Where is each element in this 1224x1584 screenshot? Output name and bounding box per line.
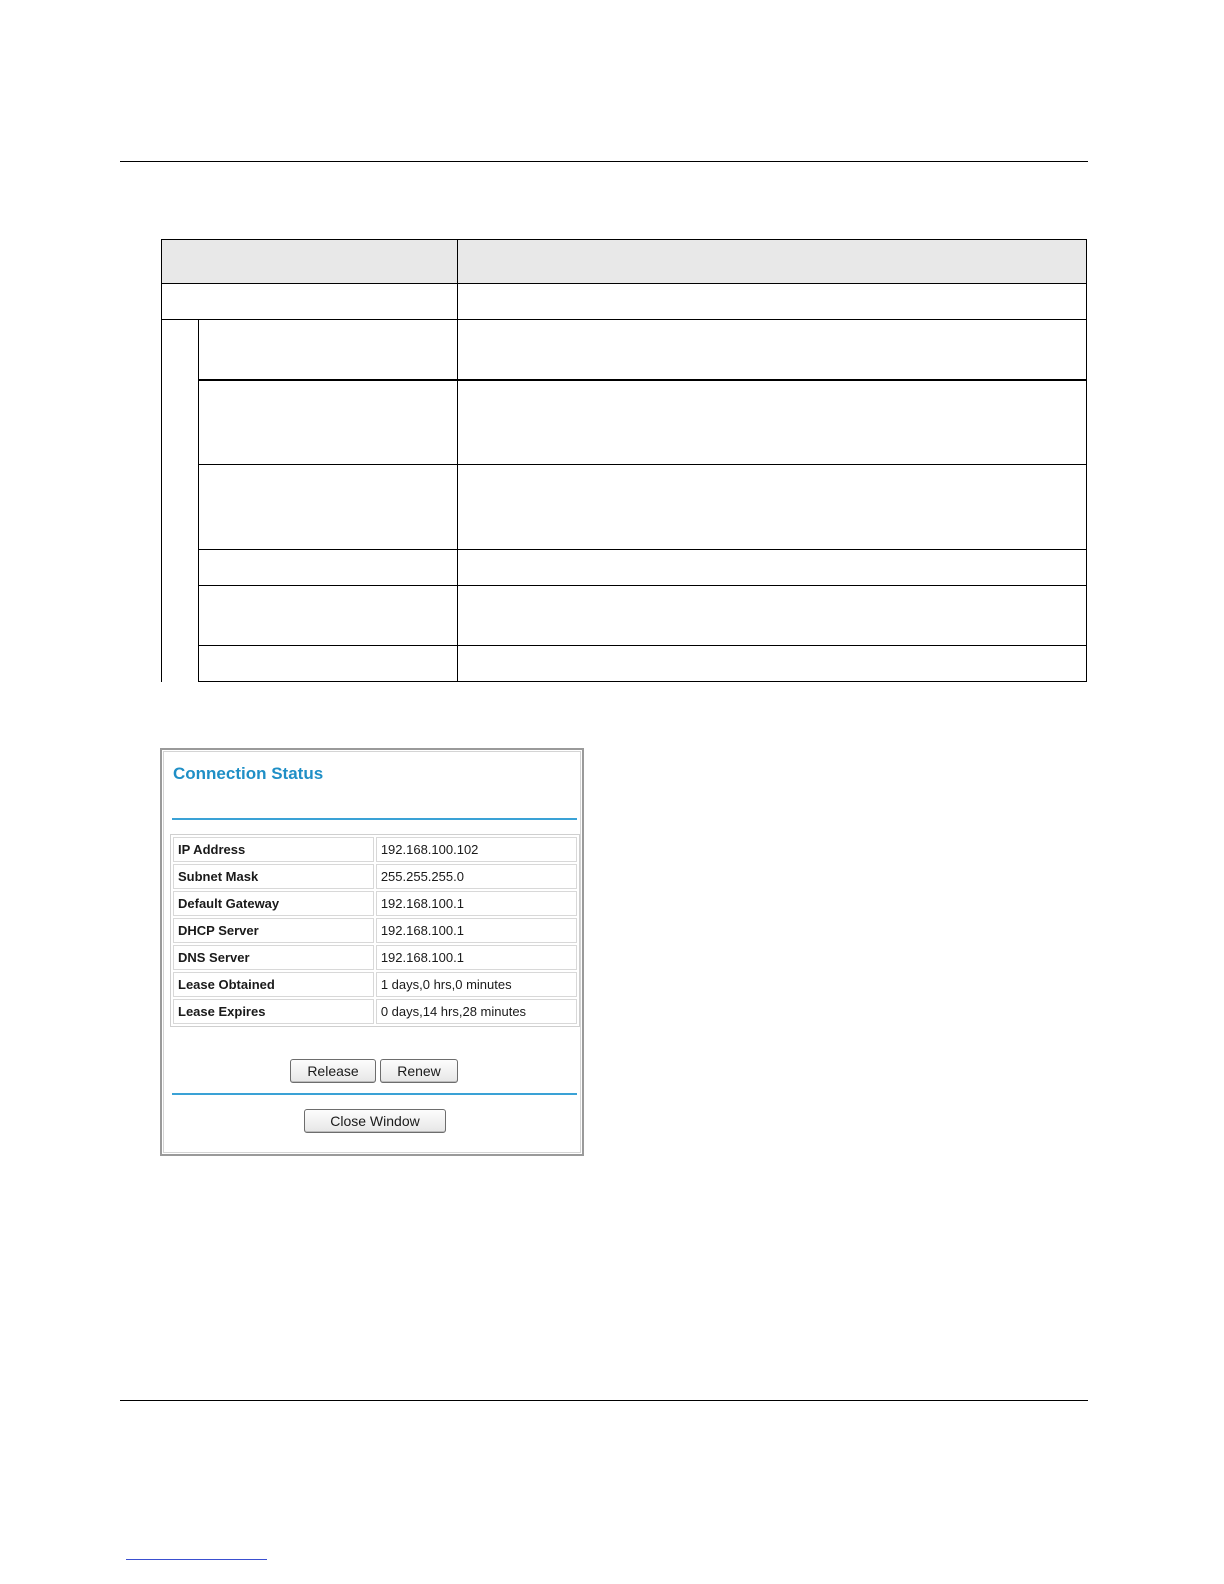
table-row xyxy=(173,918,577,943)
table-row xyxy=(173,945,577,970)
dhcp-server-label: DHCP Server xyxy=(173,918,374,943)
table-header-row xyxy=(161,239,1087,283)
button-divider xyxy=(172,1093,577,1095)
dhcp-server-value: 192.168.100.1 xyxy=(376,918,577,943)
table-row xyxy=(173,891,577,916)
close-window-button[interactable]: Close Window xyxy=(304,1109,446,1133)
default-gateway-value: 192.168.100.1 xyxy=(376,891,577,916)
dns-server-label: DNS Server xyxy=(173,945,374,970)
subnet-mask-value: 255.255.255.0 xyxy=(376,864,577,889)
footer-link-underline[interactable] xyxy=(126,1559,267,1560)
connection-status-table xyxy=(170,834,580,1027)
lease-obtained-label: Lease Obtained xyxy=(173,972,374,997)
table-row-divider xyxy=(161,283,1087,284)
table-row-divider xyxy=(161,319,1087,320)
subnet-mask-label: Subnet Mask xyxy=(173,864,374,889)
table-row-divider xyxy=(198,645,1087,646)
lease-expires-label: Lease Expires xyxy=(173,999,374,1024)
table-border-left xyxy=(161,239,162,682)
title-divider xyxy=(172,818,577,820)
default-gateway-label: Default Gateway xyxy=(173,891,374,916)
ip-address-label: IP Address xyxy=(173,837,374,862)
table-border-right xyxy=(1086,239,1087,682)
table-row-divider xyxy=(198,379,1087,381)
window-title: Connection Status xyxy=(173,764,324,783)
footer-rule xyxy=(120,1400,1088,1401)
table-row-divider xyxy=(198,585,1087,586)
dns-server-value: 192.168.100.1 xyxy=(376,945,577,970)
settings-table xyxy=(0,0,1224,700)
table-row xyxy=(173,837,577,862)
table-row xyxy=(173,864,577,889)
table-border-top xyxy=(161,239,1087,240)
renew-button[interactable]: Renew xyxy=(380,1059,458,1083)
window-inner-frame xyxy=(163,751,581,1153)
table-column-divider xyxy=(457,239,458,682)
connection-status-window xyxy=(160,748,584,1156)
table-row xyxy=(173,999,577,1024)
table-row xyxy=(173,972,577,997)
ip-address-value: 192.168.100.102 xyxy=(376,837,577,862)
table-indent-line xyxy=(198,319,199,682)
lease-expires-value: 0 days,14 hrs,28 minutes xyxy=(376,999,577,1024)
table-row-divider xyxy=(198,549,1087,550)
table-border-bottom xyxy=(198,681,1087,682)
lease-obtained-value: 1 days,0 hrs,0 minutes xyxy=(376,972,577,997)
release-button[interactable]: Release xyxy=(290,1059,376,1083)
table-row-divider xyxy=(198,464,1087,465)
